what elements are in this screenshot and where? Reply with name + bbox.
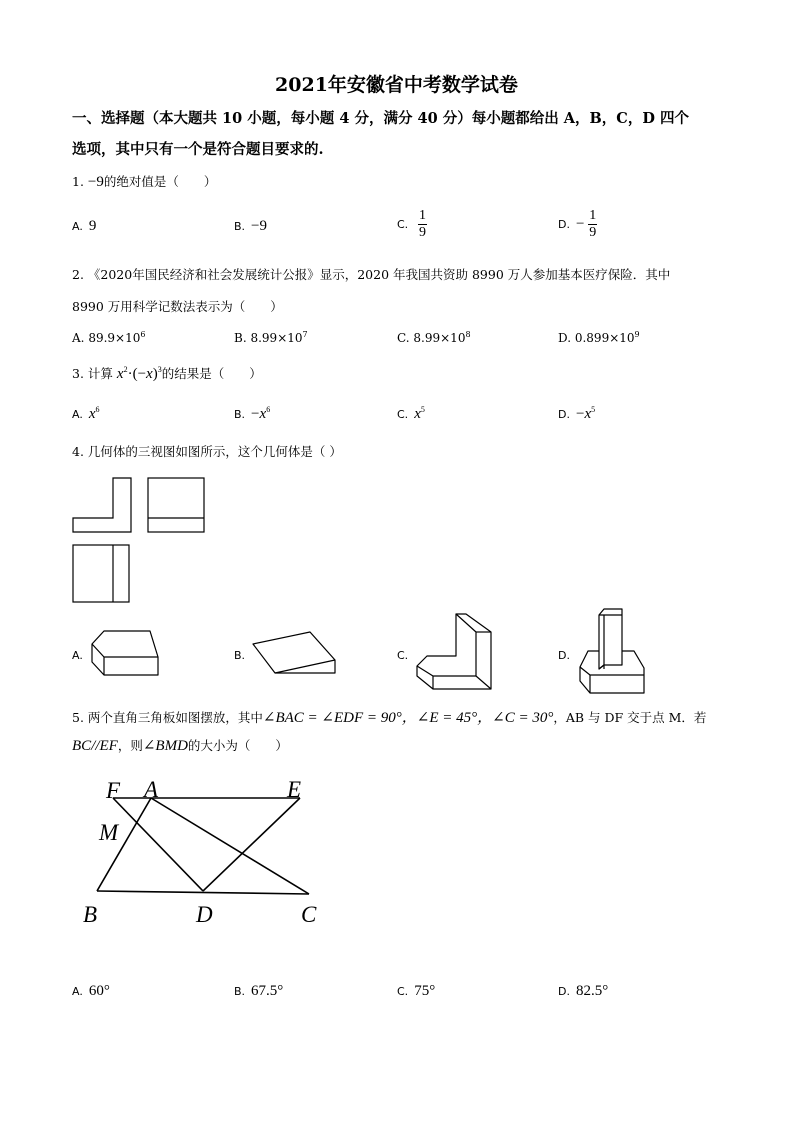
question-2-option-a[interactable]: A. $89.9\times 10^6$	[72, 330, 146, 345]
question-1-value: −9	[87, 174, 104, 190]
question-1-option-b[interactable]: B. −9	[234, 218, 268, 234]
question-2-option-b[interactable]: B. $8.99\times 10^7$	[234, 330, 308, 345]
fraction: $\frac{1}{9}$	[589, 208, 597, 240]
question-3-stem: 3. 计算 $x^2\cdot(-x)^3$的结果是（ ）	[72, 365, 262, 382]
label-d: D	[196, 902, 213, 927]
question-2-option-d[interactable]: D. $0.899\times 10^9$	[558, 330, 640, 345]
question-2-option-c[interactable]: C. $8.99\times 10^8$	[397, 330, 471, 345]
question-4-stem: 4. 几何体的三视图如图所示，这个几何体是（ ）	[72, 444, 342, 459]
question-4-option-a[interactable]: A.	[72, 649, 83, 662]
section-header-line1: 一、选择题（本大题共 10 小题，每小题 4 分，满分 40 分）每小题都给出 A，B，C，D 四个	[72, 110, 689, 127]
question-4-option-b[interactable]: B.	[234, 649, 246, 662]
section-header-line2: 选项，其中只有一个是符合题目要求的.	[72, 141, 324, 158]
question-3-option-b[interactable]: B. $-x^6$	[234, 405, 271, 422]
fraction: $\frac{1}{9}$	[419, 208, 427, 240]
question-5-option-b[interactable]: B. 67.5°	[234, 983, 284, 999]
question-1-option-a[interactable]: A. 9	[72, 218, 97, 234]
question-5-option-a[interactable]: A. 60°	[72, 983, 110, 999]
exam-title: 2021年安徽省中考数学试卷	[275, 74, 518, 96]
label-e: E	[287, 777, 302, 802]
question-1-text: 的绝对值是（ ）	[103, 174, 217, 189]
question-3-option-c[interactable]: C. $x^5$	[397, 405, 425, 422]
label-m: M	[99, 820, 119, 845]
question-1-option-d[interactable]: D. − $\frac{1}{9}$	[558, 208, 597, 240]
question-number: 1.	[72, 174, 84, 189]
question-2-line1: 2. 《2020年国民经济和社会发展统计公报》显示，2020 年我国共资助 8990 万人参加基本医疗保险．其中	[72, 267, 671, 282]
question-1-option-c[interactable]: C. $\frac{1}{9}$	[397, 208, 427, 240]
question-3-option-d[interactable]: D. $-x^5$	[558, 405, 596, 422]
question-5-line1: 5. 两个直角三角板如图摆放，其中∠BAC = ∠EDF = 90°，∠E = 45°，∠C = 30°，AB 与 DF 交于点 M．若	[72, 710, 707, 726]
question-3-option-a[interactable]: A. $x^6$	[72, 405, 100, 422]
question-5-option-c[interactable]: C. 75°	[397, 983, 436, 999]
label-c: C	[301, 902, 317, 927]
question-2-line2: 8990 万用科学记数法表示为（ ）	[72, 299, 283, 314]
question-5-option-d[interactable]: D. 82.5°	[558, 983, 609, 999]
label-f: F	[106, 778, 121, 803]
question-5-line2: BC//EF，则∠BMD的大小为（ ）	[72, 738, 288, 754]
label-a: A	[144, 777, 159, 802]
question-4-option-d[interactable]: D.	[558, 649, 570, 662]
question-4-option-c[interactable]: C.	[397, 649, 409, 662]
label-b: B	[83, 902, 98, 927]
